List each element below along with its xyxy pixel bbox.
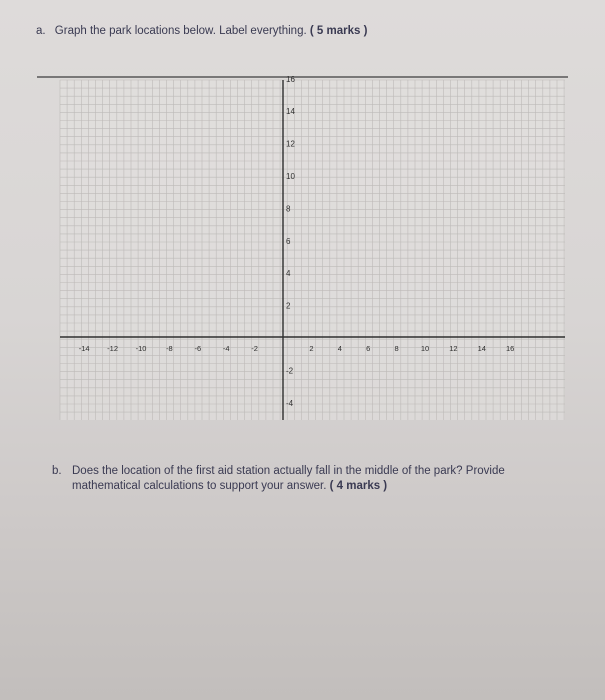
question-a-marks: ( 5 marks ) xyxy=(309,25,368,37)
x-tick-label: -14 xyxy=(78,344,90,353)
y-tick-label: -2 xyxy=(286,366,294,376)
x-tick-label: -4 xyxy=(222,344,230,353)
x-tick-label: 16 xyxy=(506,344,515,353)
x-tick-label: -8 xyxy=(166,344,173,353)
x-tick-label: 4 xyxy=(337,344,342,353)
x-tick-label: 2 xyxy=(309,344,314,353)
y-tick-label: 14 xyxy=(286,107,295,117)
y-tick-label: 8 xyxy=(286,204,291,214)
x-tick-label: 8 xyxy=(394,344,399,353)
x-tick-label: 14 xyxy=(477,344,486,353)
y-tick-label: 12 xyxy=(286,139,295,149)
y-tick-label: 2 xyxy=(286,301,291,311)
x-tick-label: -2 xyxy=(251,344,258,353)
question-b-number: b. xyxy=(52,465,62,477)
y-tick-label: 4 xyxy=(286,269,291,279)
question-b-marks: ( 4 marks ) xyxy=(329,480,388,492)
x-tick-label: -6 xyxy=(194,344,202,353)
x-tick-label: -12 xyxy=(107,344,119,353)
y-tick-label: 10 xyxy=(286,172,295,181)
y-tick-label: 6 xyxy=(286,236,291,246)
x-tick-label: 10 xyxy=(420,344,430,353)
y-tick-label: -4 xyxy=(286,398,294,408)
x-tick-label: 6 xyxy=(366,344,371,353)
question-a-number: a. xyxy=(36,25,46,37)
x-tick-label: 12 xyxy=(449,344,458,353)
question-b-text: Does the location of the first aid station actually fall in the middle of the park? Provide mathematical calculations to support your answer. xyxy=(72,465,505,492)
y-tick-label: 16 xyxy=(286,74,295,84)
question-a-text: Graph the park locations below. Label everything. xyxy=(54,25,307,37)
x-tick-label: -10 xyxy=(135,344,147,353)
